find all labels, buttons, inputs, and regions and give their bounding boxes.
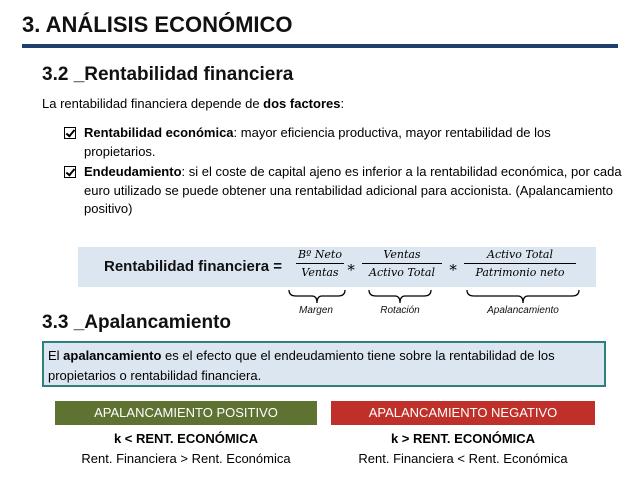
bullet-term: Endeudamiento xyxy=(84,164,182,179)
fraction-numerator: Bº Neto xyxy=(298,248,342,261)
fraction-leverage xyxy=(464,248,576,279)
brace-icon xyxy=(466,289,580,305)
brace-icon xyxy=(288,289,346,305)
multiply-operator: ∗ xyxy=(346,258,357,276)
title-underline xyxy=(22,44,618,48)
intro-prefix: La rentabilidad financiera depende de xyxy=(42,96,264,111)
list-item xyxy=(64,163,624,219)
list-item xyxy=(64,124,624,161)
bullet-text: : mayor eficiencia productiva, mayor rentabilidad de los propietarios. xyxy=(84,125,551,159)
label-rotacion: Rotación xyxy=(380,305,420,316)
fraction-rotation xyxy=(362,248,442,279)
positive-leverage-badge: APALANCAMIENTO POSITIVO xyxy=(55,401,317,425)
negative-condition: k > RENT. ECONÓMICA xyxy=(390,431,536,446)
negative-result: Rent. Financiera < Rent. Económica xyxy=(358,451,568,466)
intro-suffix: : xyxy=(340,96,345,111)
page-title: 3. ANÁLISIS ECONÓMICO xyxy=(22,12,293,37)
definition-box xyxy=(42,341,606,387)
negative-leverage-badge: APALANCAMIENTO NEGATIVO xyxy=(331,401,595,425)
definition-term: apalancamiento xyxy=(63,348,162,363)
section-title-apalancamiento: 3.3 _Apalancamiento xyxy=(42,312,232,333)
fraction-numerator: Ventas xyxy=(383,248,421,261)
fraction-denominator: Patrimonio neto xyxy=(475,266,565,279)
section-title-rentabilidad: 3.2 _Rentabilidad financiera xyxy=(42,64,294,85)
fraction-denominator: Ventas xyxy=(301,266,339,279)
fraction-margin xyxy=(296,248,344,279)
definition-prefix: El xyxy=(48,348,64,363)
fraction-denominator: Activo Total xyxy=(369,266,435,279)
intro-text xyxy=(42,96,344,111)
brace-icon xyxy=(368,289,432,305)
positive-condition: k < RENT. ECONÓMICA xyxy=(113,431,259,446)
checkbox-icon xyxy=(64,127,76,139)
definition-text: es el efecto que el endeudamiento tiene sobre la rentabilidad de los propietarios o rentabilidad financiera. xyxy=(48,348,555,383)
positive-result: Rent. Financiera > Rent. Económica xyxy=(81,451,291,466)
intro-bold: dos factores xyxy=(263,96,341,111)
bullet-term: Rentabilidad económica xyxy=(84,125,234,140)
checkbox-icon xyxy=(64,166,76,178)
label-margen: Margen xyxy=(299,305,333,316)
multiply-operator: ∗ xyxy=(448,258,459,276)
fraction-numerator: Activo Total xyxy=(487,248,553,261)
formula-label: Rentabilidad financiera = xyxy=(104,258,282,275)
factor-list xyxy=(64,124,624,221)
label-apalancamiento: Apalancamiento xyxy=(487,305,559,316)
bullet-text: : si el coste de capital ajeno es inferior a la rentabilidad económica, por cada euro utilizado se puede obtener una rentabilidad adicional para accionista. (Apalancamiento positivo) xyxy=(84,164,622,216)
